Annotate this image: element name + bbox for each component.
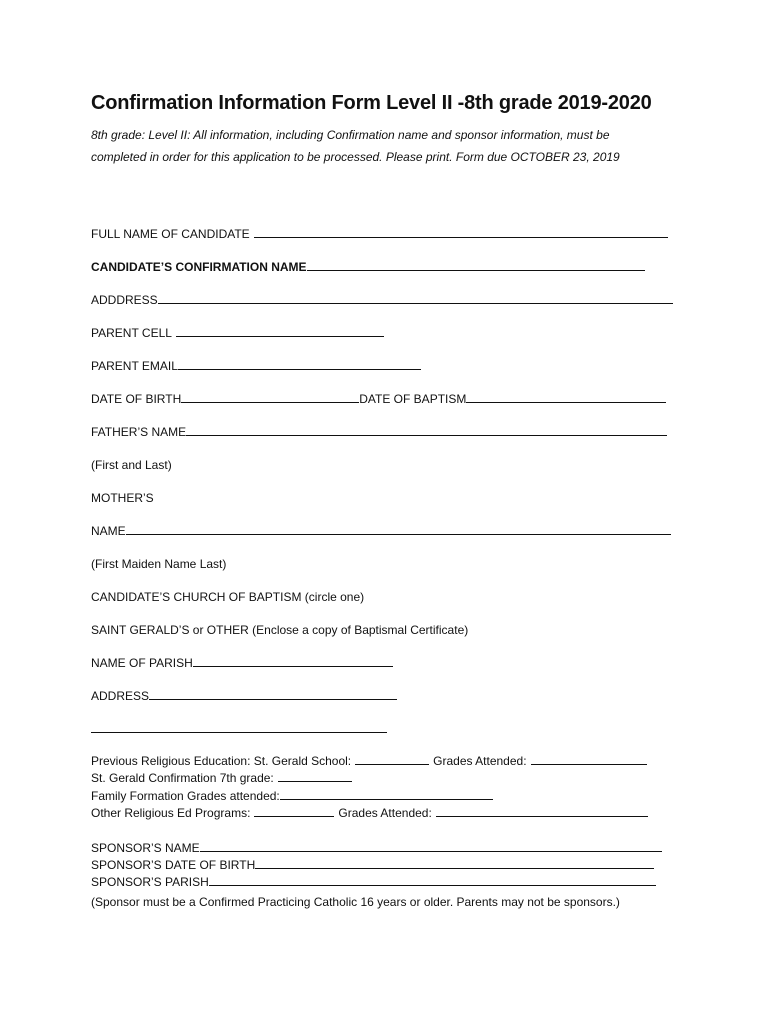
parent-cell-row [91, 325, 384, 341]
confirmation-7th-blank[interactable] [278, 770, 352, 782]
full-name-label: FULL NAME OF CANDIDATE [91, 227, 250, 241]
parent-cell-blank[interactable] [176, 325, 384, 337]
parish-address-row [91, 688, 397, 704]
baptism-church-options[interactable]: SAINT GERALD’S or OTHER (Enclose a copy of Baptismal Certificate) [91, 623, 469, 637]
mothers-name-label: NAME [91, 524, 126, 538]
sponsor-name-label: SPONSOR’S NAME [91, 841, 200, 855]
form-instructions: 8th grade: Level II: All information, including Confirmation name and sponsor information, must be completed in order for this application to be processed. Please print. Form due OCTOBER 23, 2019 [91, 128, 620, 164]
other-programs-label: Other Religious Ed Programs: [91, 806, 251, 820]
confirmation-form [91, 92, 691, 168]
parish-name-row [91, 655, 393, 671]
sponsor-name-row [91, 840, 662, 856]
parish-name-blank[interactable] [193, 655, 393, 667]
other-grades-attended-blank[interactable] [436, 805, 648, 817]
address-blank[interactable] [158, 292, 673, 304]
family-formation-row [91, 788, 493, 804]
sponsor-name-blank[interactable] [200, 840, 662, 852]
grades-attended-blank[interactable] [531, 753, 647, 765]
parent-email-label: PARENT EMAIL [91, 359, 178, 373]
fathers-name-blank[interactable] [186, 424, 667, 436]
dob-blank[interactable] [181, 391, 359, 403]
fathers-name-row [91, 424, 667, 440]
other-grades-attended-label: Grades Attended: [338, 806, 432, 820]
full-name-row [91, 226, 668, 242]
sponsor-requirement-note: (Sponsor must be a Confirmed Practicing Catholic 16 years or older. Parents may not be sponsors.) [91, 895, 620, 909]
sponsor-parish-label: SPONSOR’S PARISH [91, 875, 209, 889]
address-row [91, 292, 673, 308]
baptism-date-blank[interactable] [466, 391, 666, 403]
mothers-name-blank[interactable] [126, 523, 671, 535]
confirmation-name-row [91, 259, 645, 275]
sponsor-parish-blank[interactable] [209, 874, 656, 886]
confirmation-name-blank[interactable] [307, 259, 645, 271]
form-title: Confirmation Information Form Level II -8th grade 2019-2020 [91, 92, 652, 114]
first-last-note: (First and Last) [91, 458, 172, 472]
parent-cell-label: PARENT CELL [91, 326, 172, 340]
grades-attended-label: Grades Attended: [433, 754, 527, 768]
dates-row [91, 391, 666, 407]
confirmation-name-label: CANDIDATE’S CONFIRMATION NAME [91, 260, 307, 274]
dob-label: DATE OF BIRTH [91, 392, 182, 406]
parish-name-label: NAME OF PARISH [91, 656, 193, 670]
full-name-blank[interactable] [254, 226, 668, 238]
mothers-label: MOTHER’S [91, 491, 154, 505]
church-of-baptism-label: CANDIDATE’S CHURCH OF BAPTISM (circle one) [91, 590, 365, 604]
sponsor-dob-blank[interactable] [255, 857, 654, 869]
other-programs-row [91, 805, 648, 821]
prev-education-row [91, 753, 647, 769]
mothers-name-row [91, 523, 671, 539]
sponsor-dob-label: SPONSOR’S DATE OF BIRTH [91, 858, 256, 872]
fathers-name-label: FATHER’S NAME [91, 425, 187, 439]
family-formation-label: Family Formation Grades attended: [91, 789, 280, 803]
first-maiden-note: (First Maiden Name Last) [91, 557, 227, 571]
parish-address-blank[interactable] [149, 688, 397, 700]
prev-school-blank[interactable] [355, 753, 429, 765]
confirmation-7th-label: St. Gerald Confirmation 7th grade: [91, 771, 274, 785]
family-formation-blank[interactable] [280, 788, 493, 800]
parish-address-line2-blank[interactable] [91, 721, 387, 733]
parent-email-row [91, 358, 421, 374]
sponsor-parish-row [91, 874, 656, 890]
parish-address-line2-row [91, 721, 387, 737]
parish-address-label: ADDRESS [91, 689, 150, 703]
sponsor-dob-row [91, 857, 654, 873]
confirmation-7th-row [91, 770, 352, 786]
address-label: ADDDRESS [91, 293, 158, 307]
prev-school-label: Previous Religious Education: St. Gerald School: [91, 754, 352, 768]
other-programs-blank[interactable] [254, 805, 334, 817]
parent-email-blank[interactable] [178, 358, 421, 370]
baptism-date-label: DATE OF BAPTISM [359, 392, 467, 406]
